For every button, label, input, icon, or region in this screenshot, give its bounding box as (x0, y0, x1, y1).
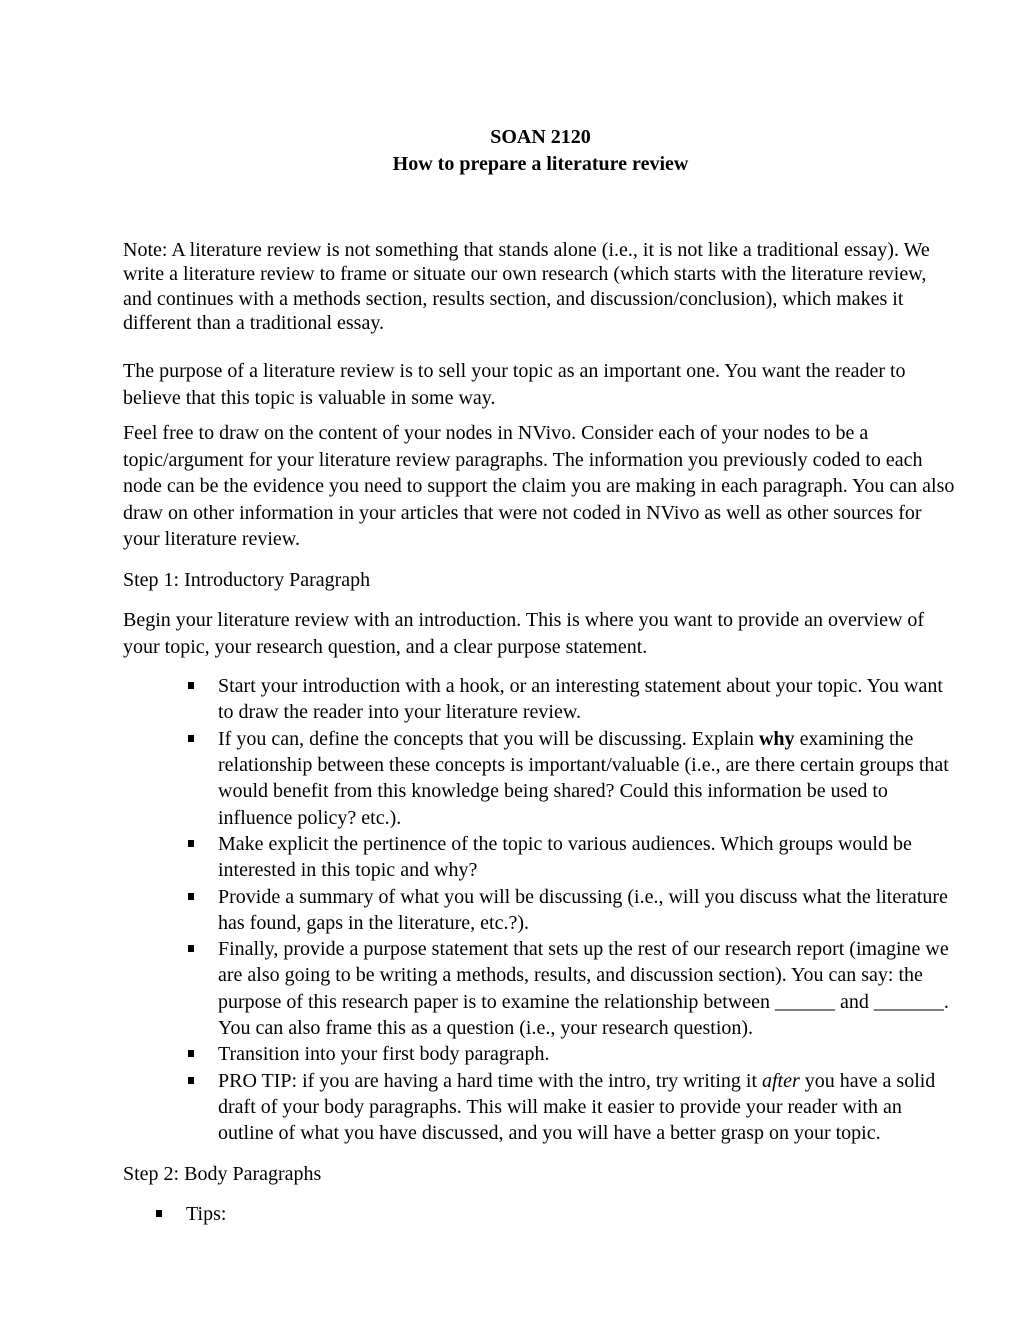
title-block (123, 124, 958, 178)
intro-bullet-list (123, 673, 958, 1146)
list-item: Make explicit the pertinence of the topic to various audiences. Which groups would be interested in this topic and why? (218, 831, 958, 884)
document-page (123, 124, 958, 1228)
document-title: How to prepare a literature review (392, 153, 689, 175)
tips-list (123, 1201, 958, 1228)
purpose-paragraph: The purpose of a literature review is to sell your topic as an important one. You want the reader to believe that this topic is valuable in some way. (123, 360, 906, 409)
emphasis-after: after (762, 1069, 800, 1092)
nvivo-paragraph: Feel free to draw on the content of your nodes in NVivo. Consider each of your nodes to be a topic/argument for your literature review paragraphs. The information you previously coded to each node can be the evidence you need to support the claim you are making in each paragraph. You can also draw on other information in your articles that were not coded in NVivo as well as other sources for your literature review. (123, 422, 955, 551)
step2-heading: Step 2: Body Paragraphs (123, 1162, 322, 1185)
list-item: Provide a summary of what you will be discussing (i.e., will you discuss what the literature has found, gaps in the literature, etc.?). (218, 884, 958, 937)
list-item: PRO TIP: if you are having a hard time with the intro, try writing it after you have a solid draft of your body paragraphs. This will make it easier to provide your reader with an outline of what you have discussed, and you will have a better grasp on your topic. (218, 1068, 958, 1147)
step1-heading: Step 1: Introductory Paragraph (123, 568, 371, 591)
emphasis-why: why (758, 727, 795, 750)
intro-paragraph: Begin your literature review with an introduction. This is where you want to provide an overview of your topic, your research question, and a clear purpose statement. (123, 609, 925, 658)
list-item: Tips: (186, 1201, 958, 1228)
note-paragraph: Note: A literature review is not something that stands alone (i.e., it is not like a traditional essay). We write a literature review to frame or situate our own research (which starts with the literature review, and continues with a methods section, results section, and discussion/conclusion), which makes it different than a traditional essay. (123, 239, 930, 334)
list-item: Transition into your first body paragraph. (218, 1041, 958, 1067)
list-item: Finally, provide a purpose statement that sets up the rest of our research report (imagine we are also going to be writing a methods, results, and discussion section). You can say: the purpose of this research paper is to examine the relationship between ______ and _______. You can also frame this as a question (i.e., your research question). (218, 936, 958, 1041)
course-code: SOAN 2120 (490, 126, 591, 148)
list-item: Start your introduction with a hook, or an interesting statement about your topic. You want to draw the reader into your literature review. (218, 673, 958, 726)
list-item: If you can, define the concepts that you will be discussing. Explain why examining the relationship between these concepts is important/valuable (i.e., are there certain groups that would benefit from this knowledge being shared? Could this information be used to influence policy? etc.). (218, 726, 958, 831)
